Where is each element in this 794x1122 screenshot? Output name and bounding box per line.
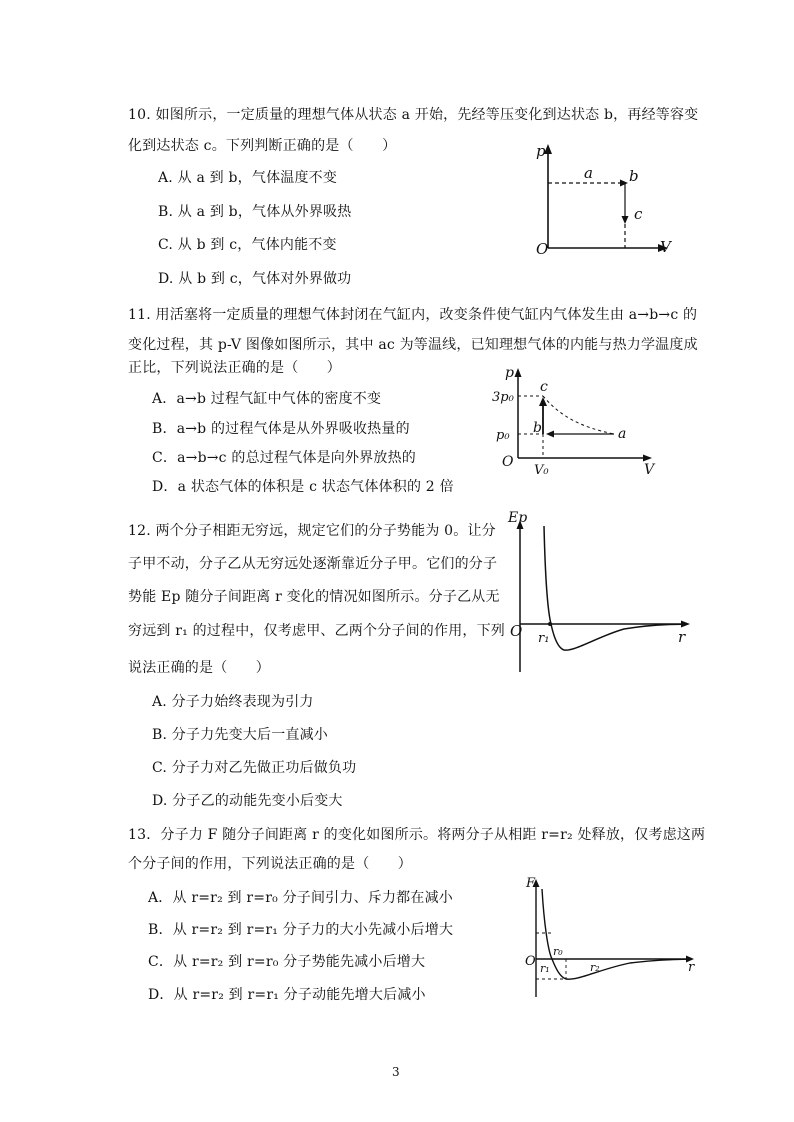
q11-option-a: A．a→b 过程气缸中气体的密度不变	[152, 391, 382, 407]
q10-ab-arrow-icon	[620, 180, 628, 187]
q11-axis-v: V	[644, 462, 655, 478]
q11-stem-line2: 变化过程，其 p-V 图像如图所示，其中 ac 为等温线，已知理想气体的内能与热力学温度成	[128, 337, 698, 353]
q12-axis-r: r	[678, 628, 686, 646]
q11-tick-p0: p₀	[496, 428, 510, 443]
q11-tick-v0: V₀	[534, 463, 549, 478]
q12-stem-line4: 穷远到 r₁ 的过程中，仅考虑甲、乙两个分子间的作用，下列	[128, 623, 506, 639]
q10-figure	[530, 140, 680, 264]
q12-option-b: B. 分子力先变大后一直减小	[152, 727, 328, 743]
q11-option-b: B．a→b 的过程气体是从外界吸收热量的	[152, 421, 410, 437]
q10-axis-v: V	[660, 238, 671, 256]
q11-bc-arrow-icon	[539, 397, 547, 406]
q11-axis-p: p	[505, 365, 514, 381]
q13-option-b: B．从 r=r₂ 到 r=r₁ 分子力的大小先减小后增大	[148, 922, 454, 938]
q11-option-c: C．a→b→c 的总过程气体是向外界放热的	[152, 450, 416, 466]
q12-label-r1: r₁	[538, 631, 550, 646]
q10-label-c: c	[634, 205, 643, 223]
q11-ab-arrow-icon	[546, 431, 554, 438]
q11-tick-3p0: 3p₀	[492, 390, 514, 405]
q12-stem-line3: 势能 Ep 随分子间距离 r 变化的情况如图所示。分子乙从无	[128, 589, 500, 605]
q12-axis-ep: Ep	[508, 510, 528, 526]
q12-stem-line1: 12. 两个分子相距无穷远，规定它们的分子势能为 0。让分	[128, 523, 496, 539]
q10-axis-p: p	[536, 142, 546, 160]
q11-label-b: b	[533, 420, 542, 436]
q13-option-c: C．从 r=r₂ 到 r=r₀ 分子势能先减小后增大	[148, 954, 426, 970]
q11-option-d: D．a 状态气体的体积是 c 状态气体体积的 2 倍	[152, 479, 454, 495]
q11-isotherm-curve	[543, 396, 614, 434]
q10-option-d: D. 从 b 到 c，气体对外界做功	[158, 271, 352, 287]
q13-option-a: A．从 r=r₂ 到 r=r₀ 分子间引力、斥力都在减小	[148, 890, 453, 906]
q13-stem-line2: 个分子间的作用，下列说法正确的是（ ）	[128, 856, 412, 872]
q12-figure	[504, 508, 694, 682]
q13-force-curve	[542, 889, 688, 979]
q12-option-c: C. 分子力对乙先做正功后做负功	[152, 760, 357, 776]
q11-figure	[488, 364, 658, 486]
q13-axis-f: F	[526, 876, 536, 891]
q11-y-arrow-icon	[515, 368, 522, 377]
q12-ep-curve	[544, 526, 682, 650]
q12-origin: O	[510, 622, 523, 640]
page-number: 3	[392, 1065, 400, 1079]
q10-origin: O	[536, 240, 549, 258]
q12-stem-line2: 子甲不动，分子乙从无穷远处逐渐靠近分子甲。它们的分子	[128, 556, 498, 572]
q11-origin: O	[502, 454, 514, 470]
q12-stem-line5: 说法正确的是（ ）	[128, 660, 270, 676]
q11-x-arrow-icon	[643, 455, 652, 462]
q13-origin: O	[525, 954, 536, 969]
q11-stem-line1: 11. 用活塞将一定质量的理想气体封闭在气缸内，改变条件使气缸内气体发生由 a→b→c 的	[128, 307, 698, 323]
q13-axis-r: r	[688, 960, 695, 975]
q13-label-r0: r₀	[553, 945, 563, 958]
q11-stem-line3: 正比，下列说法正确的是（ ）	[128, 360, 341, 376]
q10-label-b: b	[629, 167, 639, 185]
q11-label-c: c	[540, 379, 548, 395]
q10-stem-line1: 10. 如图所示，一定质量的理想气体从状态 a 开始，先经等压变化到达状态 b，再经等容变	[128, 107, 699, 123]
q12-option-d: D. 分子乙的动能先变小后变大	[152, 793, 343, 809]
q13-option-d: D．从 r=r₂ 到 r=r₁ 分子动能先增大后减小	[148, 987, 426, 1003]
q13-label-r2: r₂	[590, 961, 600, 974]
q12-r1-dot	[548, 622, 552, 626]
q12-option-a: A. 分子力始终表现为引力	[152, 694, 314, 710]
q10-stem-line2: 化到达状态 c。下列判断正确的是（ ）	[128, 138, 397, 154]
q13-label-r1: r₁	[540, 962, 550, 975]
q10-option-b: B. 从 a 到 b，气体从外界吸热	[158, 204, 352, 220]
q13-figure	[520, 873, 700, 1005]
q12-x-arrow-icon	[681, 621, 690, 628]
q11-label-a: a	[618, 426, 627, 442]
q10-option-a: A. 从 a 到 b，气体温度不变	[158, 170, 338, 186]
q10-bc-arrow-icon	[622, 216, 629, 224]
q10-option-c: C. 从 b 到 c，气体内能不变	[158, 237, 337, 253]
q10-label-a: a	[584, 164, 593, 182]
q13-stem-line1: 13．分子力 F 随分子间距离 r 的变化如图所示。将两分子从相距 r=r₂ 处释放，仅考虑这两	[128, 827, 706, 843]
